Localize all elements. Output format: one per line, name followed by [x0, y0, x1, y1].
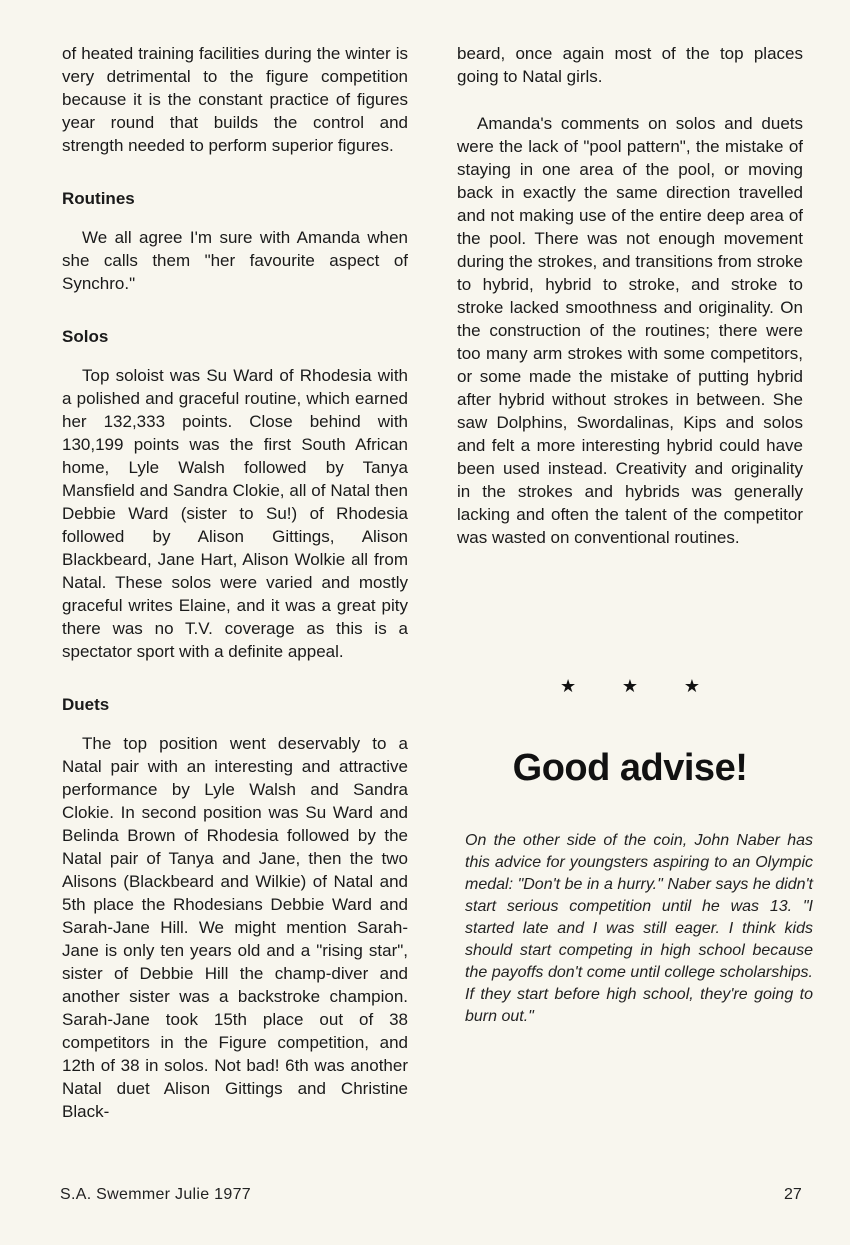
continuation-paragraph: beard, once again most of the top places going to Natal girls.	[457, 44, 803, 86]
intro-paragraph: of heated training facilities during the winter is very detrimental to the figure competition because it is the constant practice of figures year round that builds the control and strength needed to perform superior figures.	[62, 44, 408, 155]
solos-heading: Solos	[62, 327, 109, 346]
star-icon: ★	[621, 676, 639, 696]
footer-publication: S.A. Swemmer Julie 1977	[60, 1186, 251, 1203]
right-column	[457, 42, 803, 549]
star-icon: ★	[683, 676, 700, 696]
star-icon: ★	[560, 676, 577, 696]
footer-page-number: 27	[784, 1186, 802, 1203]
comments-paragraph: Amanda's comments on solos and duets were the lack of "pool pattern", the mistake of staying in one area of the pool, or moving back in exactly the same direction travelled and not making use of the entire deep area of the pool. There was not enough movement during the strokes, and transitions from stroke to hybrid, hybrid to stroke, and stroke to stroke lacked smoothness and originality. On the construction of the routines; there were too many arm strokes with some competitors, or some made the mistake of putting hybrid after hybrid without strokes in between. She saw Dolphins, Swordalinas, Kips and solos and felt a more interesting hybrid could have been used instead. Creativity and originality in the strokes and hybrids was generally lacking and often the talent of the competitor was wasted on conventional routines.	[457, 114, 803, 547]
sidebar-quote: On the other side of the coin, John Naber has this advice for youngsters aspiring to an Olympic medal: "Don't be in a hurry." Naber says he didn't start serious competition until he was 13. "I started late and I was still eager. I think kids should start competing in high school because the payoffs don't come until college scholarships. If they start before high school, they're going to burn out."	[465, 832, 813, 1025]
left-column	[62, 42, 408, 1123]
routines-heading: Routines	[62, 189, 135, 208]
solos-paragraph: Top soloist was Su Ward of Rhodesia with a polished and graceful routine, which earned her 132,333 points. Close behind with 130,199 points was the first South African home, Lyle Walsh followed by Tanya Mansfield and Sandra Clokie, all of Natal then Debbie Ward (sister to Su!) of Rhodesia followed by Alison Gittings, Alison Blackbeard, Jane Hart, Alison Wolkie all from Natal. These solos were varied and mostly graceful writes Elaine, and it was a great pity there was no T.V. coverage as this is a spectator sport with a definite appeal.	[62, 366, 408, 661]
section-divider-stars	[560, 676, 700, 697]
routines-paragraph: We all agree I'm sure with Amanda when she calls them "her favourite aspect of Synchro."	[62, 228, 408, 293]
duets-paragraph: The top position went deservably to a Natal pair with an interesting and attractive performance by Lyle Walsh and Sandra Clokie. In second position was Su Ward and Belinda Brown of Rhodesia followed by the Natal pair of Tanya and Jane, then the two Alisons (Blackbeard and Wilkie) of Natal and 5th place the Rhodesians Debbie Ward and Sarah-Jane Hill. We might mention Sarah-Jane is only ten years old and a "rising star", sister of Debbie Hill the champ-diver and another sister was a backstroke champion. Sarah-Jane took 15th place out of 38 competitors in the Figure competition, and 12th of 38 in solos. Not bad! 6th was another Natal duet Alison Gittings and Christine Black-	[62, 734, 408, 1121]
sidebar-headline: Good advise!	[512, 747, 748, 789]
duets-heading: Duets	[62, 695, 110, 714]
